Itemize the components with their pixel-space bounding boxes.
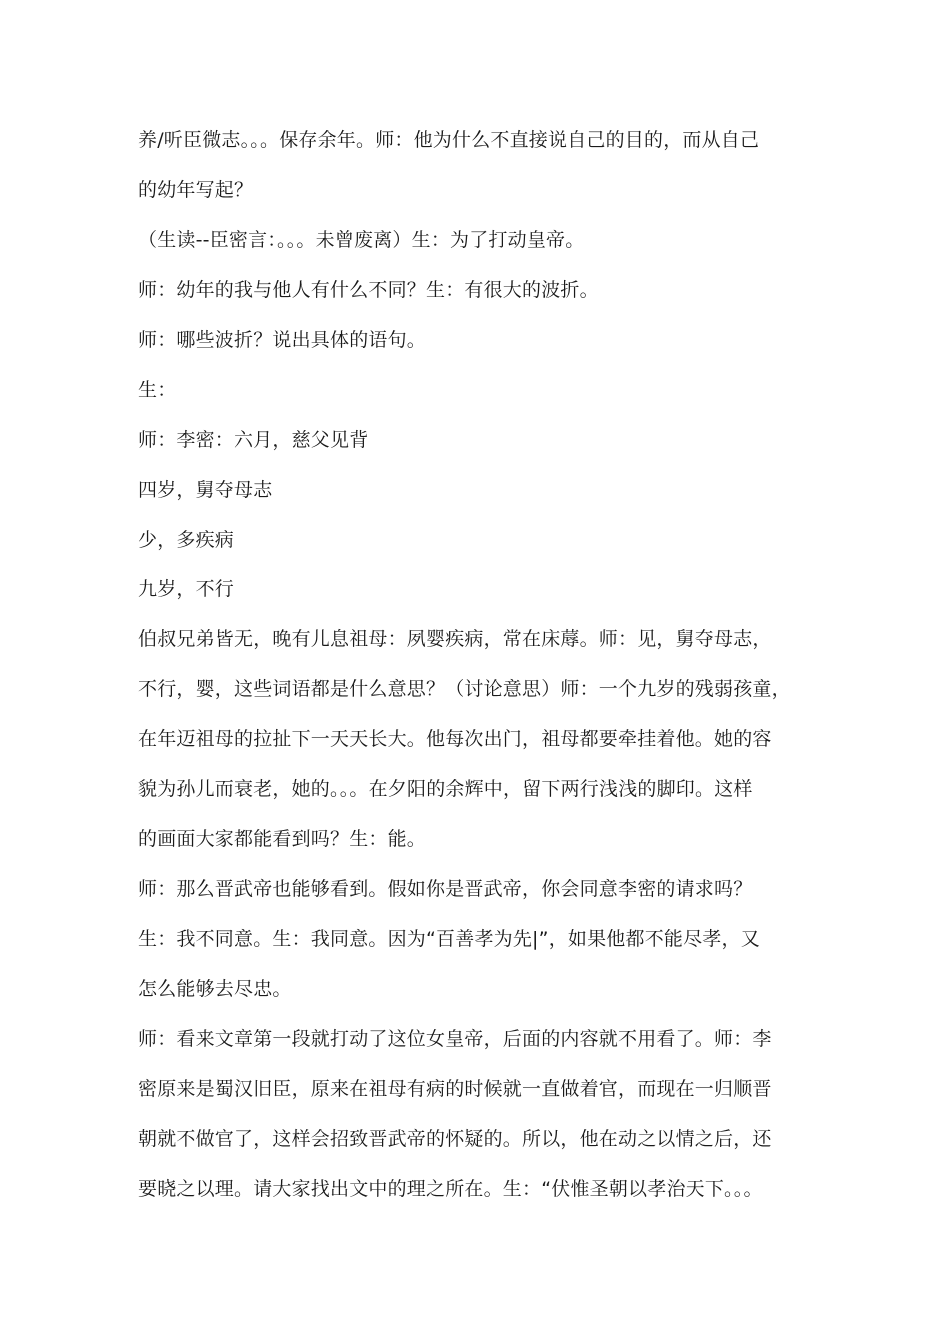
text-line: 的幼年写起？ bbox=[138, 179, 254, 201]
text-line: 在年迈祖母的拉扯下一天天长大。他每次出门，祖母都要牵挂着他。她的容 bbox=[138, 728, 772, 750]
text-line: 师：看来文章第一段就打动了这位女皇帝，后面的内容就不用看了。师：李 bbox=[138, 1028, 772, 1050]
text-line: 密原来是蜀汉旧臣，原来在祖母有病的时候就一直做着官，而现在一归顺晋 bbox=[138, 1078, 772, 1100]
text-line: 四岁，舅夺母志 bbox=[138, 479, 273, 501]
text-line: 不行，婴，这些词语都是什么意思？（讨论意思）师：一个九岁的残弱孩童， bbox=[138, 678, 791, 700]
text-line: 师：幼年的我与他人有什么不同？生：有很大的波折。 bbox=[138, 279, 599, 301]
text-line: 九岁，不行 bbox=[138, 578, 235, 600]
text-line: 师：那么晋武帝也能够看到。假如你是晋武帝，你会同意李密的请求吗？ bbox=[138, 878, 753, 900]
text-line: 怎么能够去尽忠。 bbox=[138, 978, 292, 1000]
text-line: 少，多疾病 bbox=[138, 529, 235, 551]
text-line: 生： bbox=[138, 379, 177, 401]
text-line: （生读--臣密言：。。。未曾废离）生：为了打动皇帝。 bbox=[138, 229, 585, 251]
text-line: 养/听臣微志。。。保存余年。师：他为什么不直接说自己的目的，而从自己 bbox=[138, 129, 760, 151]
text-line: 师：李密：六月，慈父见背 bbox=[138, 429, 369, 451]
text-line: 生：我不同意。生：我同意。因为“百善孝为先|”，如果他都不能尽孝，又 bbox=[138, 928, 760, 950]
text-line: 朝就不做官了，这样会招致晋武帝的怀疑的。所以，他在动之以情之后，还 bbox=[138, 1128, 772, 1150]
text-line: 的画面大家都能看到吗？生：能。 bbox=[138, 828, 427, 850]
text-line: 伯叔兄弟皆无，晚有儿息祖母：夙婴疾病，常在床蓐。师：见，舅夺母志， bbox=[138, 628, 772, 650]
text-line: 师：哪些波折？说出具体的语句。 bbox=[138, 329, 427, 351]
text-line: 要晓之以理。请大家找出文中的理之所在。生：“伏惟圣朝以孝治天下。。。 bbox=[138, 1178, 763, 1200]
text-line: 貌为孙儿而衰老，她的。。。在夕阳的余辉中，留下两行浅浅的脚印。这样 bbox=[138, 778, 753, 800]
